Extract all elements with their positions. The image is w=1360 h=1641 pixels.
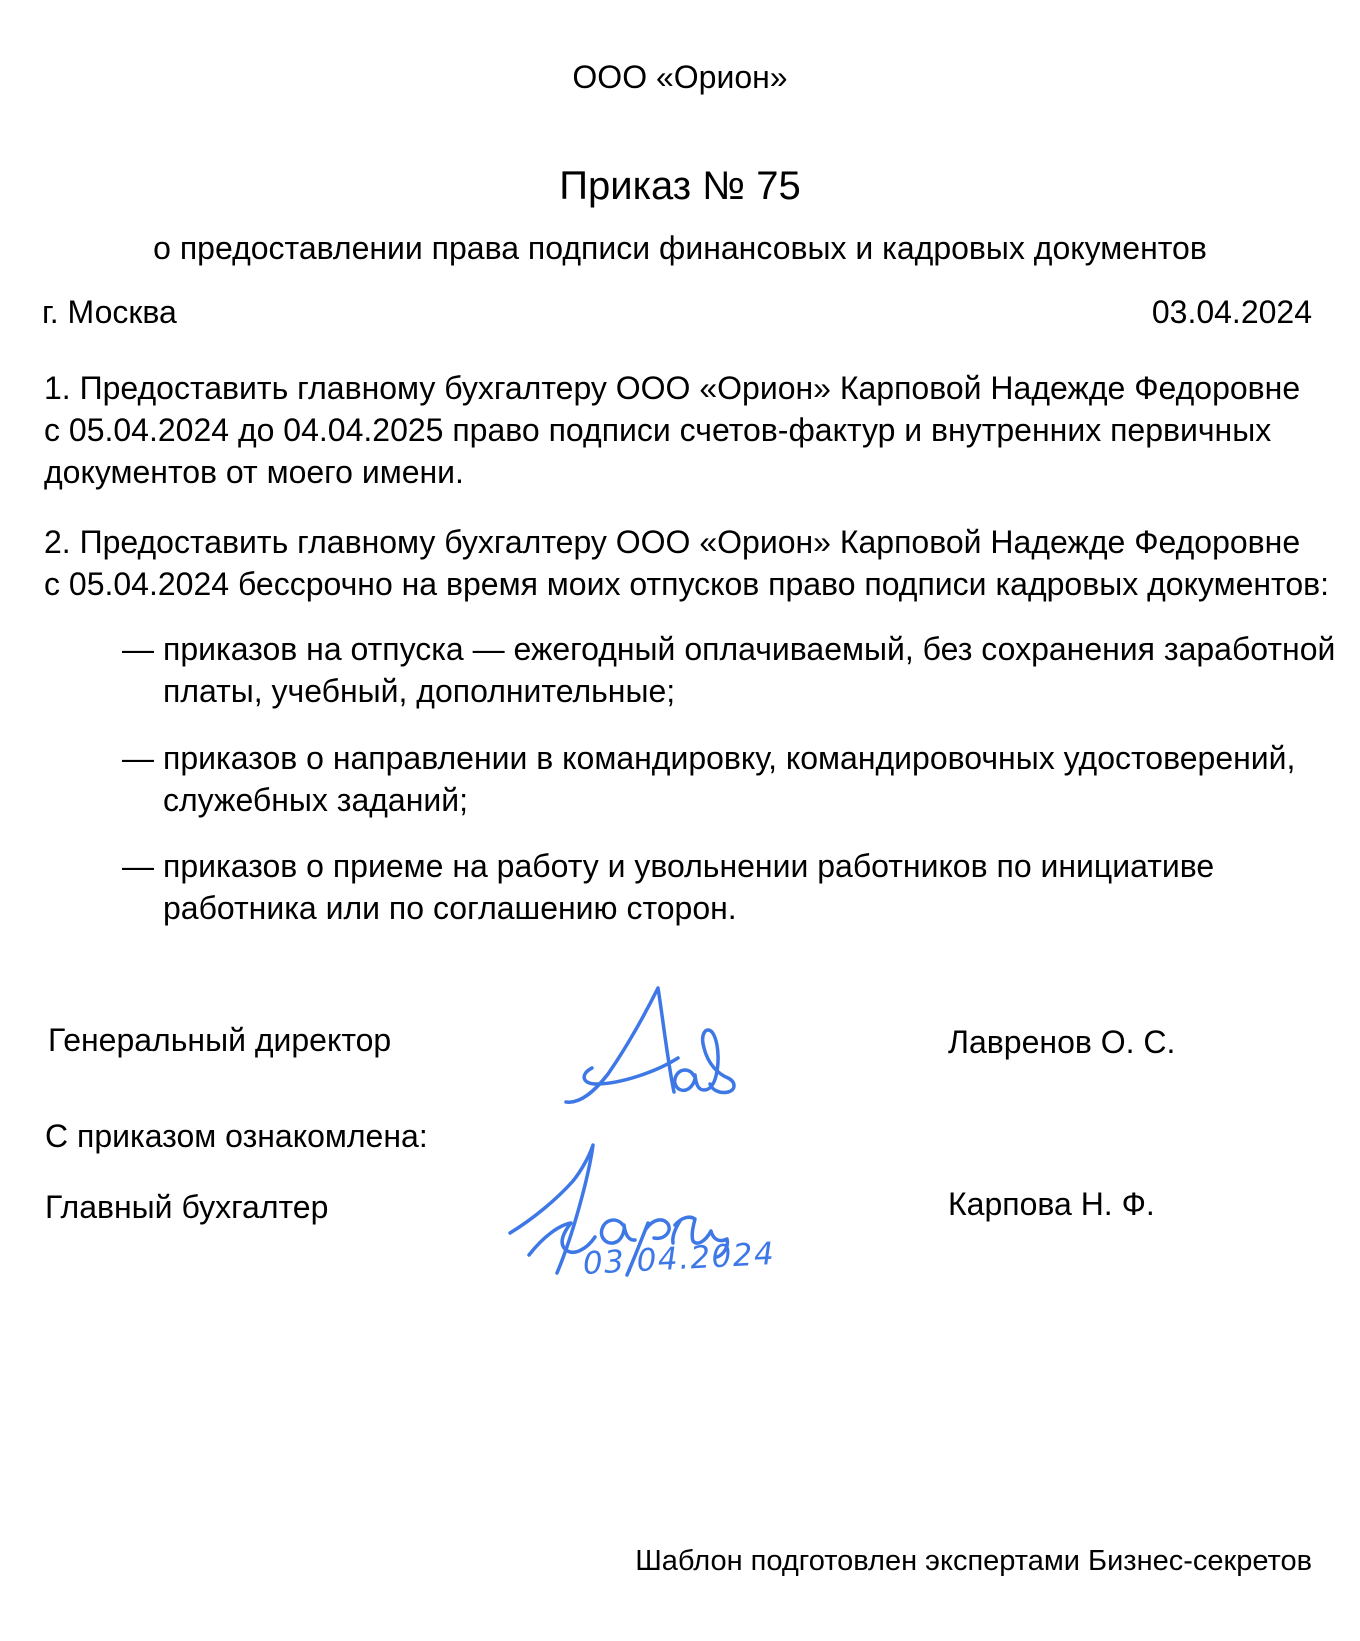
list-item-line: работника или по соглашению сторон. <box>163 890 737 926</box>
director-name: Лавренов О. С. <box>948 1024 1176 1060</box>
list-item-line: служебных заданий; <box>163 782 469 818</box>
order-date: 03.04.2024 <box>1151 294 1312 330</box>
dash-marker: — <box>122 848 154 884</box>
paragraph-1-line: документов от моего имени. <box>44 454 464 490</box>
list-item <box>122 628 1335 712</box>
footer-note: Шаблон подготовлен экспертами Бизнес-секретов <box>635 1545 1312 1577</box>
list-item-line: платы, учебный, дополнительные; <box>163 673 676 709</box>
list-item-line: приказов о направлении в командировку, командировочных удостоверений, <box>163 740 1296 776</box>
paragraph-1-line: 1. Предоставить главному бухгалтеру ООО «Орион» Карповой Надежде Федоровне <box>44 370 1301 406</box>
company-name: ООО «Орион» <box>572 59 788 95</box>
list-item-text <box>163 737 1295 821</box>
paragraph-2-line: 2. Предоставить главному бухгалтеру ООО «Орион» Карповой Надежде Федоровне <box>44 524 1301 560</box>
order-subject: о предоставлении права подписи финансовых и кадровых документов <box>153 230 1207 266</box>
paragraph-1 <box>44 367 1300 493</box>
paragraph-2-line: с 05.04.2024 бессрочно на время моих отпусков право подписи кадровых документов: <box>44 566 1330 602</box>
director-position-label: Генеральный директор <box>48 1022 392 1058</box>
list-item <box>122 845 1214 929</box>
handwritten-date: 03.04.2024 <box>582 1235 777 1282</box>
list-item <box>122 737 1295 821</box>
place-date-row <box>42 291 1312 333</box>
acknowledgement-label: С приказом ознакомлена: <box>45 1118 428 1154</box>
accountant-position-label: Главный бухгалтер <box>45 1189 329 1225</box>
order-title: Приказ № 75 <box>559 164 801 208</box>
paragraph-1-line: с 05.04.2024 до 04.04.2025 право подписи счетов-фактур и внутренних первичных <box>44 412 1272 448</box>
list-item-line: приказов на отпуска — ежегодный оплачиваемый, без сохранения заработной <box>163 631 1336 667</box>
city-label: г. Москва <box>42 294 177 330</box>
dash-marker: — <box>122 631 154 667</box>
list-item-line: приказов о приеме на работу и увольнении работников по инициативе <box>163 848 1215 884</box>
director-signature-image <box>560 980 755 1105</box>
list-item-text <box>163 628 1335 712</box>
list-item-text <box>163 845 1214 929</box>
accountant-name: Карпова Н. Ф. <box>948 1186 1155 1222</box>
dash-marker: — <box>122 740 154 776</box>
paragraph-2 <box>44 521 1329 605</box>
